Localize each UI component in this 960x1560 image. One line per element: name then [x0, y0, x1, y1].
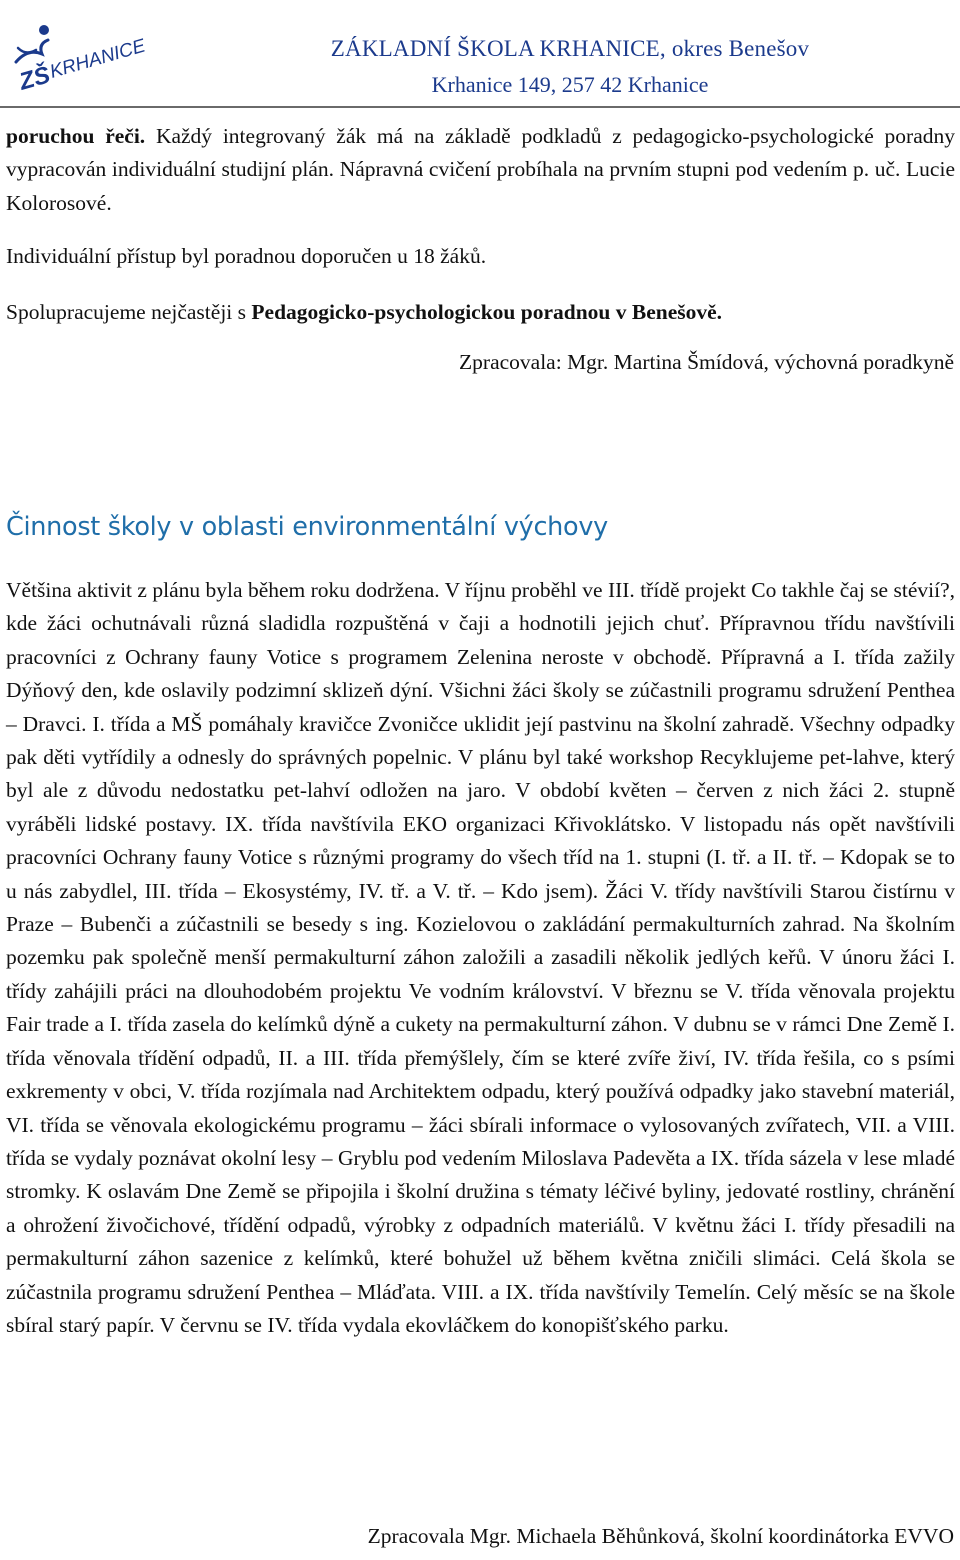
- school-name: ZÁKLADNÍ ŠKOLA KRHANICE, okres Benešov: [330, 36, 810, 61]
- cooperation-paragraph: [6, 296, 955, 329]
- cooperation-text: Spolupracujeme nejčastěji s: [6, 300, 252, 324]
- school-logo: [8, 18, 158, 98]
- page-header: [0, 0, 960, 108]
- section-heading: Činnost školy v oblasti environmentální výchovy: [6, 512, 608, 542]
- individual-approach-paragraph: Individuální přístup byl poradnou doporučen u 18 žáků.: [6, 244, 487, 268]
- svg-text:ZŠ: ZŠ: [16, 61, 54, 96]
- cooperation-bold: Pedagogicko-psychologickou poradnou v Benešově.: [251, 300, 723, 324]
- intro-bold: poruchou řeči.: [6, 124, 146, 148]
- coordinator-signature: Zpracovala Mgr. Michaela Běhůnková, školní koordinátorka EVVO: [367, 1524, 954, 1548]
- svg-text:KRHANICE: KRHANICE: [47, 35, 148, 83]
- intro-text: Každý integrovaný žák má na základě podkladů z pedagogicko-psychologické poradny vypracován individuální studijní plán. Nápravná cvičení probíhala na prvním stupni pod vedením p. uč. Lucie Kolorosové.: [6, 124, 955, 215]
- advisor-signature: Zpracovala: Mgr. Martina Šmídová, výchovná poradkyně: [459, 350, 954, 374]
- school-address: Krhanice 149, 257 42 Krhanice: [431, 72, 709, 97]
- header-divider: [0, 106, 960, 108]
- environment-paragraph: Většina aktivit z plánu byla během roku dodržena. V říjnu proběhl ve III. třídě projekt Co takhle čaj se stévií?, kde žáci ochutnávali různá sladidla rozpuštěná v čaji a hodnotili jejich chuť. Přípravnou třídu navštívili pracovníci z Ochrany fauny Votice s programem Zelenina neroste v obchodě. Přípravná a I. třída zažily Dýňový den, kde oslavily podzimní sklizeň dýní. Všichni žáci školy se zúčastnili programu sdružení Penthea – Dravci. I. třída a MŠ pomáhaly kravičce Zvoničce uklidit její pastvinu na školní zahradě. Všechny odpadky pak děti vytřídily a odnesly do správných popelnic. V plánu byl také workshop Recyklujeme pet-lahve, který byl ale z důvodu nedostatku pet-lahví odložen na jaro. V období květen – červen z nich žáci 2. stupně vyráběli lidské postavy. IX. třída navštívila EKO organizaci Křivoklátsko. V listopadu nás opět navštívili pracovníci Ochrany fauny Votice s různými programy do všech tříd na 1. stupni (I. tř. a II. tř. – Kdopak se to u nás zabydlel, III. třída – Ekosystémy, IV. tř. a V. tř. – Kdo jsem). Žáci V. třídy navštívili Starou čistírnu v Praze – Bubenči a zúčastnili se besedy s ing. Kozielovou o zakládání permakulturních zahrad. Na školním pozemku pak společně menší permakulturní záhon založili a zasadili několik jedlých keřů. V únoru žáci I. třídy zahájili práci na dlouhodobém projektu Ve vodním království. V březnu se V. třída věnovala projektu Fair trade a I. třída zasela do kelímků dýně a cukety na permakulturní záhon. V dubnu se v rámci Dne Země I. třída věnovala třídění odpadů, II. a III. třída přemýšlely, čím se které zvíře živí, IV. třída řešila, co s psími exkrementy v obci, V. třída rozjímala nad Architektem odpadu, který používá odpadky jako stavební materiál, VI. třída se věnovala ekologickému programu – žáci sbírali informace o vylosovaných zvířatech, VII. a VIII. třída se vydaly poznávat okolní lesy – Gryblu pod vedením Miloslava Padevěta a IX. třída sázela v lese mladé stromky. K oslavám Dne Země se připojila i školní družina s tématy léčivé byliny, jedovaté rostliny, chránění a ohrožení živočichové, třídění odpadů, výrobky z odpadních materiálů. V květnu žáci I. třídy přesadili na permakulturní záhon sazenice z kelímků, které bohužel už během května zničili slimáci. Celá škola se zúčastnila programu sdružení Penthea – Mláďata. VIII. a IX. třída navštívily Temelín. Celý měsíc se na škole sbíral starý papír. V červnu se IV. třída vydala ekovláčkem do konopišťského parku.: [6, 578, 955, 1337]
- intro-paragraph: [6, 120, 955, 220]
